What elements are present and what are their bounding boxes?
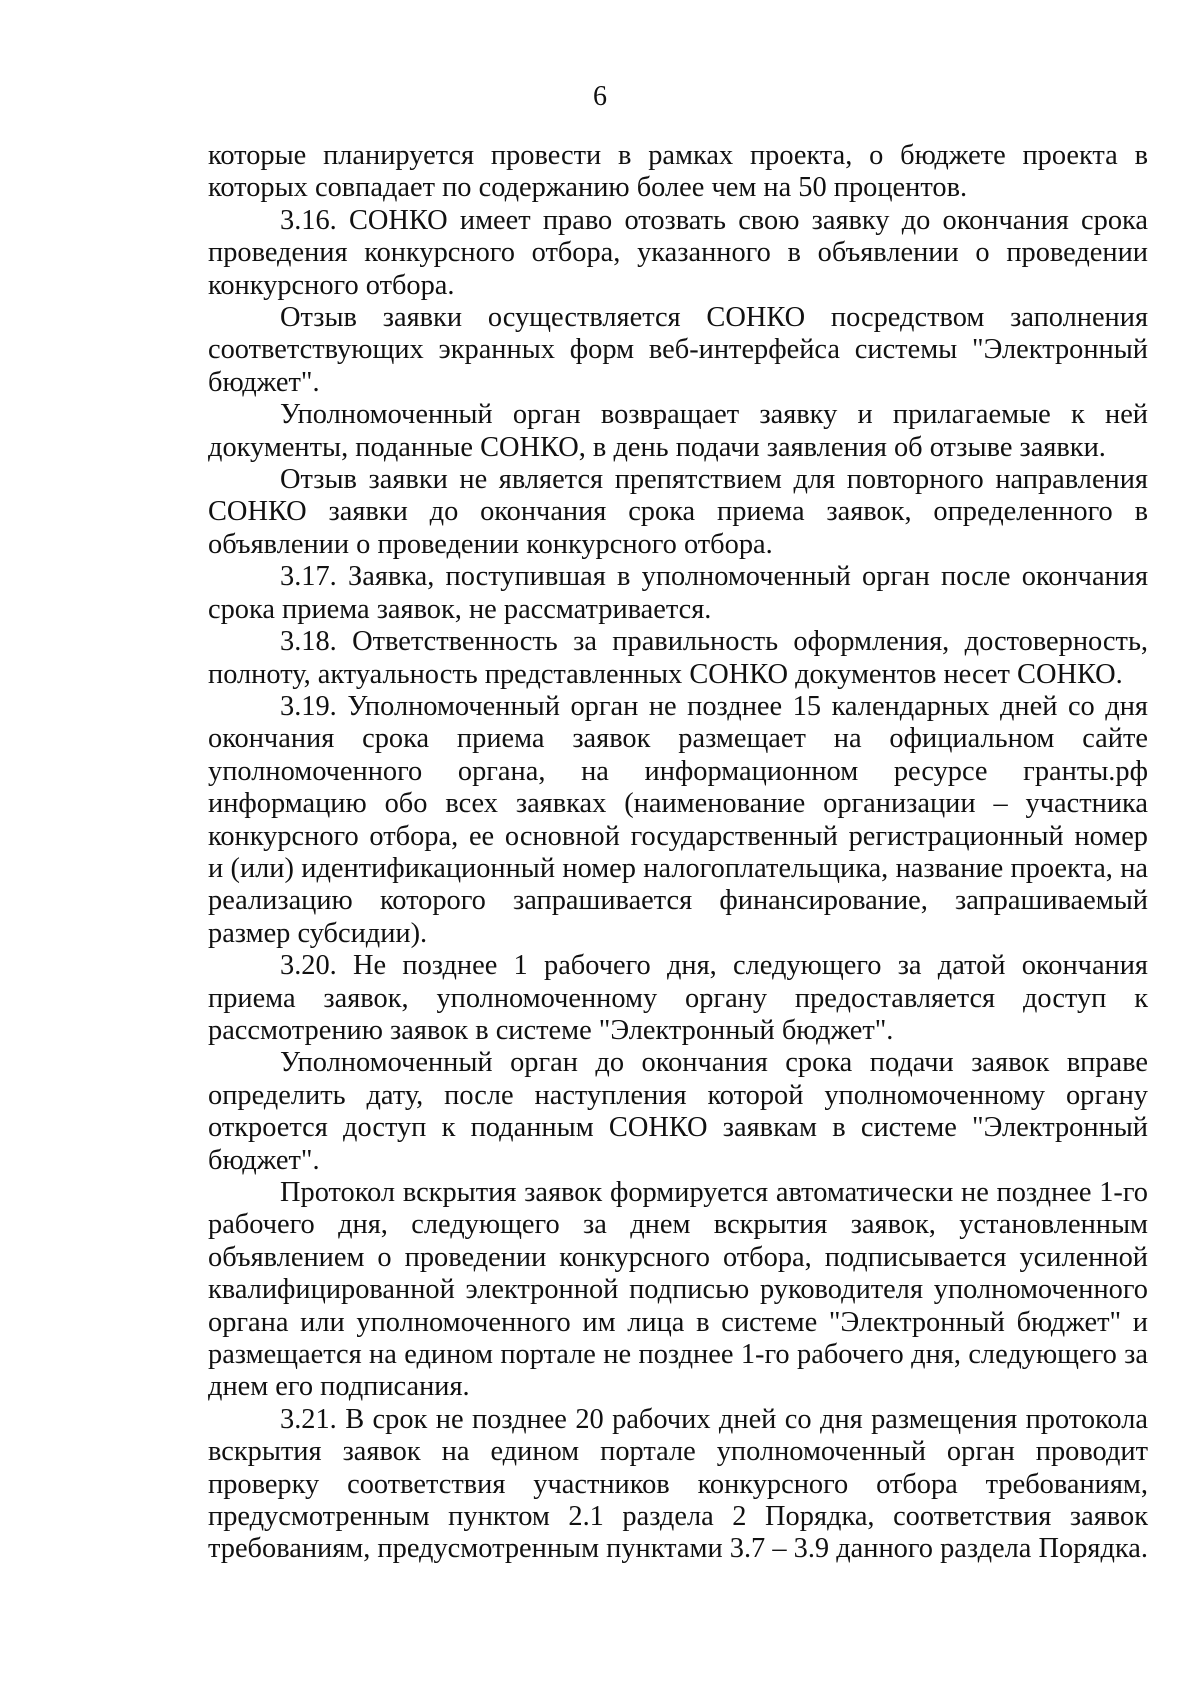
paragraph-3-17: 3.17. Заявка, поступившая в уполномоченный орган после окончания срока приема заявок, не рассматривается. [208,561,1148,625]
paragraph-resubmission: Отзыв заявки не является препятствием для повторного направления СОНКО заявки до окончания срока приема заявок, определенного в объявлении о проведении конкурсного отбора. [208,464,1148,560]
paragraph-3-20: 3.20. Не позднее 1 рабочего дня, следующего за датой окончания приема заявок, уполномоченному органу предоставляется доступ к рассмотрению заявок в системе "Электронный бюджет". [208,950,1148,1046]
paragraph-3-21: 3.21. В срок не позднее 20 рабочих дней со дня размещения протокола вскрытия заявок на едином портале уполномоченный орган проводит проверку соответствия участников конкурсного отбора требованиям, предусмотренным пунктом 2.1 раздела 2 Порядка, соответствия заявок требованиям, предусмотренным пунктами 3.7 – 3.9 данного раздела Порядка. [208,1403,1148,1565]
paragraph-continuation: которые планируется провести в рамках проекта, о бюджете проекта в которых совпадает по содержанию более чем на 50 процентов. [208,140,1148,204]
paragraph-opening-protocol: Протокол вскрытия заявок формируется автоматически не позднее 1-го рабочего дня, следующего за днем вскрытия заявок, установленным объявлением о проведении конкурсного отбора, подписывается усиленной квалифицированной электронной подписью руководителя уполномоченного органа или уполномоченного им лица в системе "Электронный бюджет" и размещается на едином портале не позднее 1-го рабочего дня, следующего за днем его подписания. [208,1177,1148,1403]
paragraph-3-16: 3.16. СОНКО имеет право отозвать свою заявку до окончания срока проведения конкурсного отбора, указанного в объявлении о проведении конкурсного отбора. [208,204,1148,301]
document-body [208,140,1148,1566]
page-number: 6 [593,81,607,112]
paragraph-3-19: 3.19. Уполномоченный орган не позднее 15 календарных дней со дня окончания срока приема заявок размещает на официальном сайте уполномоченного органа, на информационном ресурсе гранты.рф информацию обо всех заявках (наименование организации – участника конкурсного отбора, ее основной государственный регистрационный номер и (или) идентификационный номер налогоплательщика, название проекта, на реализацию которого запрашивается финансирование, запрашиваемый размер субсидии). [208,690,1148,949]
paragraph-return-documents: Уполномоченный орган возвращает заявку и прилагаемые к ней документы, поданные СОНКО, в день подачи заявления об отзыве заявки. [208,399,1148,463]
paragraph-withdrawal-method: Отзыв заявки осуществляется СОНКО посредством заполнения соответствующих экранных форм веб-интерфейса системы "Электронный бюджет". [208,302,1148,398]
paragraph-3-18: 3.18. Ответственность за правильность оформления, достоверность, полноту, актуальность представленных СОНКО документов несет СОНКО. [208,626,1148,690]
paragraph-access-date: Уполномоченный орган до окончания срока подачи заявок вправе определить дату, после наступления которой уполномоченному органу откроется доступ к поданным СОНКО заявкам в системе "Электронный бюджет". [208,1047,1148,1176]
